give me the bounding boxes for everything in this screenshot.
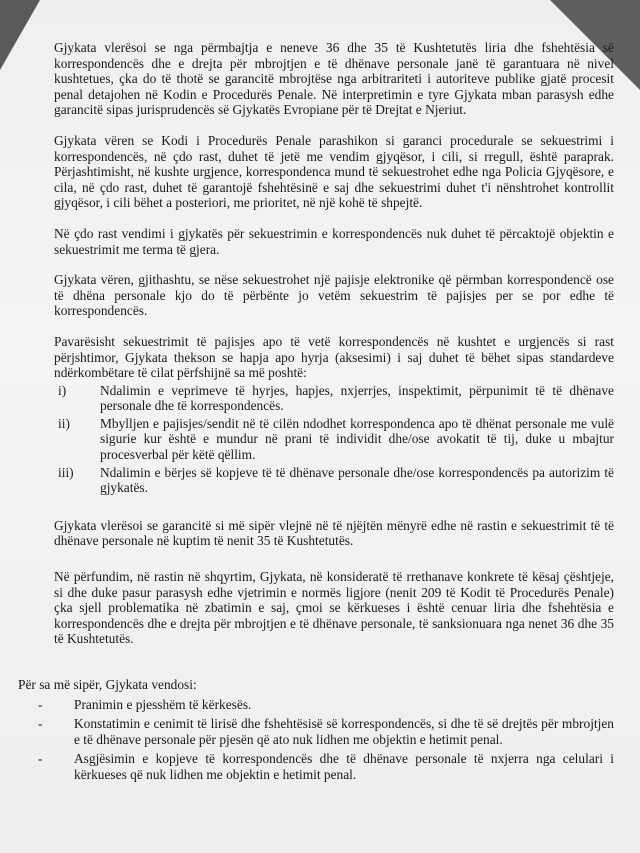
list-item: [18, 716, 614, 747]
background-corner: [0, 0, 40, 70]
list-item-number: i): [58, 382, 67, 398]
paragraph-5: Pavarësisht sekuestrimit të pajisjes apo të vetë korrespondencës në kushtet e urgjencës si rast përjshtimor, Gjykata thekson se hapja apo hyrja (aksesimi) i saj duhet të bëhet sipas standardeve ndërkombëtare të cilat përfshijnë sa më poshtë:: [54, 333, 614, 381]
paragraph-2: Gjykata vëren se Kodi i Procedurës Penale parashikon si garanci procedurale se sekuestrimi i korrespondencës, në çdo rast, duhet të jetë me vendim gjyqësor, i cili, si rregull, është paraprak. Përjashtimisht, në kushte urgjence, korrespondenca mund të sekuestrohet edhe nga Policia Gjyqësore, e cila, në çdo rast, duhet të garantojë fshehtësinë e saj dhe sekuestrimi duhet t'i nënshtrohet kontrollit gjyqësor, i cili bëhet a posteriori, me prioritet, në një kohë të shpejtë.: [54, 132, 614, 211]
document-body: [18, 40, 614, 787]
paragraph-1: Gjykata vlerësoi se nga përmbajtja e neneve 36 dhe 35 të Kushtetutës liria dhe fshehtësia së korrespondencës dhe e drejta për mbrojtjen e të dhënave personale janë të garantuara në nivel kushtetues, çka do të thotë se garancitë mbrojtëse nga arbitrariteti i autoriteve publike gjatë procesit penal detajohen në Kodin e Procedurës Penale. Në interpretimin e tyre Gjykata mban parasysh edhe garancitë sipas jurisprudencës së Gjykatës Evropiane për të Drejtat e Njeriut.: [54, 40, 614, 118]
list-item: [18, 697, 614, 713]
list-item-number: ii): [58, 415, 70, 431]
decision-title: Për sa më sipër, Gjykata vendosi:: [18, 677, 197, 692]
list-item: [54, 383, 614, 414]
paragraph-3: Në çdo rast vendimi i gjykatës për sekuestrimin e korrespondencës nuk duhet të përcaktojë objektin e sekuestrimit me terma të gjera.: [54, 225, 614, 257]
paragraph-7: Në përfundim, në rastin në shqyrtim, Gjykata, në konsideratë të rrethanave konkrete të kësaj çështjeje, si dhe duke pasur parasysh edhe vjetrimin e normës ligjore (nenit 209 të Kodit të Procedurës Penale) çka sjell problematika në zbatimin e saj, çmoi se kërkueses i është cenuar liria dhe fshehtësia e korrespondencës dhe e drejta për mbrojtjen e të dhënave personale, të sanksionuara nga nenet 36 dhe 35 të Kushtetutës.: [54, 569, 614, 647]
paragraph-4: Gjykata vëren, gjithashtu, se nëse sekuestrohet një pajisje elektronike që përmban korrespondencë ose të dhëna personale kjo do të përbënte jo vetëm sekuestrim të pajisjes per se por edhe të korrespondencës.: [54, 272, 614, 319]
paragraph-6: Gjykata vlerësoi se garancitë si më sipër vlejnë në të njëjtën mënyrë edhe në rastin e sekuestrimit të të dhënave personale në kuptim të nenit 35 të Kushtetutës.: [54, 517, 614, 549]
list-item-text: Ndalimin e bërjes së kopjeve të të dhënave personale dhe/ose korrespondencës pa autorizim të gjykatës.: [100, 464, 614, 496]
list-item-text: Konstatimin e cenimit të lirisë dhe fshehtësisë së korrespondencës, si dhe të së drejtës për mbrojtjen e të dhënave personale për pjesën që ato nuk lidhen me objektin e hetimit penal.: [74, 716, 614, 747]
list-item-number: iii): [58, 464, 74, 480]
list-item-text: Mbylljen e pajisjes/sendit në të cilën ndodhet korrespondenca apo të dhënat personale me vulë sigurie kur është e mundur në prani të individit dhe/ose avokatit të tij, duke u mbajtur procesverbal për këtë qëllim.: [100, 415, 614, 463]
list-item-dash: -: [38, 751, 43, 767]
list-item-text: Ndalimin e veprimeve të hyrjes, hapjes, nxjerrjes, inspektimit, përpunimit të të dhënave personale dhe të korrespondencës.: [100, 382, 614, 414]
standards-list: [54, 383, 614, 496]
list-item: [54, 416, 614, 463]
list-item: [18, 751, 614, 782]
decision-list: [18, 697, 614, 783]
list-item-dash: -: [38, 696, 43, 712]
list-item-text: Asgjësimin e kopjeve të korrespondencës dhe të dhënave personale të nxjerra nga celulari i kërkueses që nuk lidhen me objektin e hetimit penal.: [74, 751, 614, 782]
list-item: [54, 465, 614, 496]
list-item-dash: -: [38, 716, 43, 732]
list-item-text: Pranimin e pjesshëm të kërkesës.: [74, 696, 252, 712]
